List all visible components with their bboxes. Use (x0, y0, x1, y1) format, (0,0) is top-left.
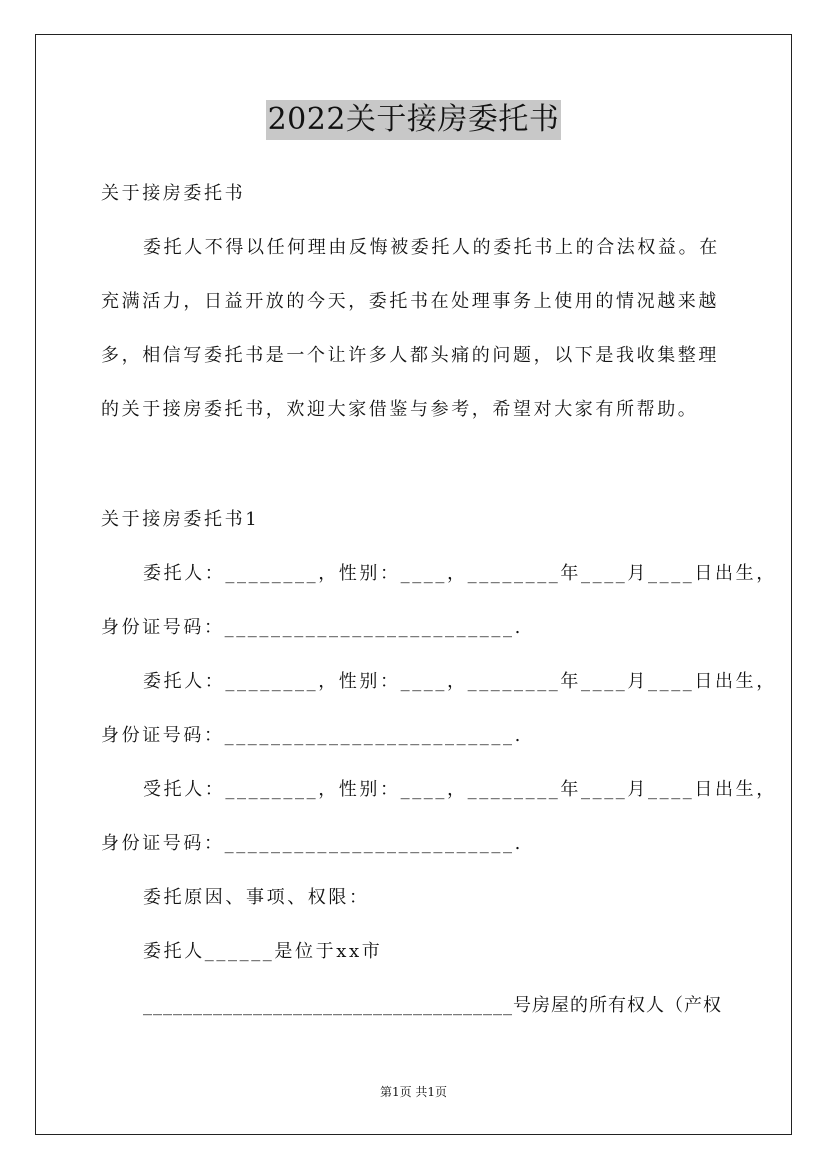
title-container (0, 100, 827, 140)
document-title: 2022关于接房委托书 (266, 100, 562, 140)
form-line: 身份证号码：_________________________. (101, 833, 523, 854)
paragraph-line: 委托人不得以任何理由反悔被委托人的委托书上的合法权益。在 (143, 237, 720, 258)
paragraph-line: 多，相信写委托书是一个让许多人都头痛的问题，以下是我收集整理 (101, 345, 719, 366)
form-line: _____________________________________号房屋的所有权人（产权 (143, 995, 722, 1016)
form-line: 身份证号码：_________________________. (101, 725, 523, 746)
form-line: 委托人：________，性别：____，________年____月____日出生， (143, 563, 777, 584)
form-line: 委托人______是位于xx市 (143, 941, 383, 962)
form-line: 委托人：________，性别：____，________年____月____日出生， (143, 671, 777, 692)
paragraph-line: 的关于接房委托书，欢迎大家借鉴与参考，希望对大家有所帮助。 (101, 399, 699, 420)
form-line: 身份证号码：_________________________. (101, 617, 523, 638)
form-line: 受托人：________，性别：____，________年____月____日出生， (143, 779, 777, 800)
page-footer: 第1页 共1页 (379, 1085, 448, 1099)
intro-heading: 关于接房委托书 (101, 183, 246, 204)
section-heading: 关于接房委托书1 (101, 509, 260, 530)
form-line: 委托原因、事项、权限： (143, 887, 370, 908)
paragraph-line: 充满活力，日益开放的今天，委托书在处理事务上使用的情况越来越 (101, 291, 719, 312)
